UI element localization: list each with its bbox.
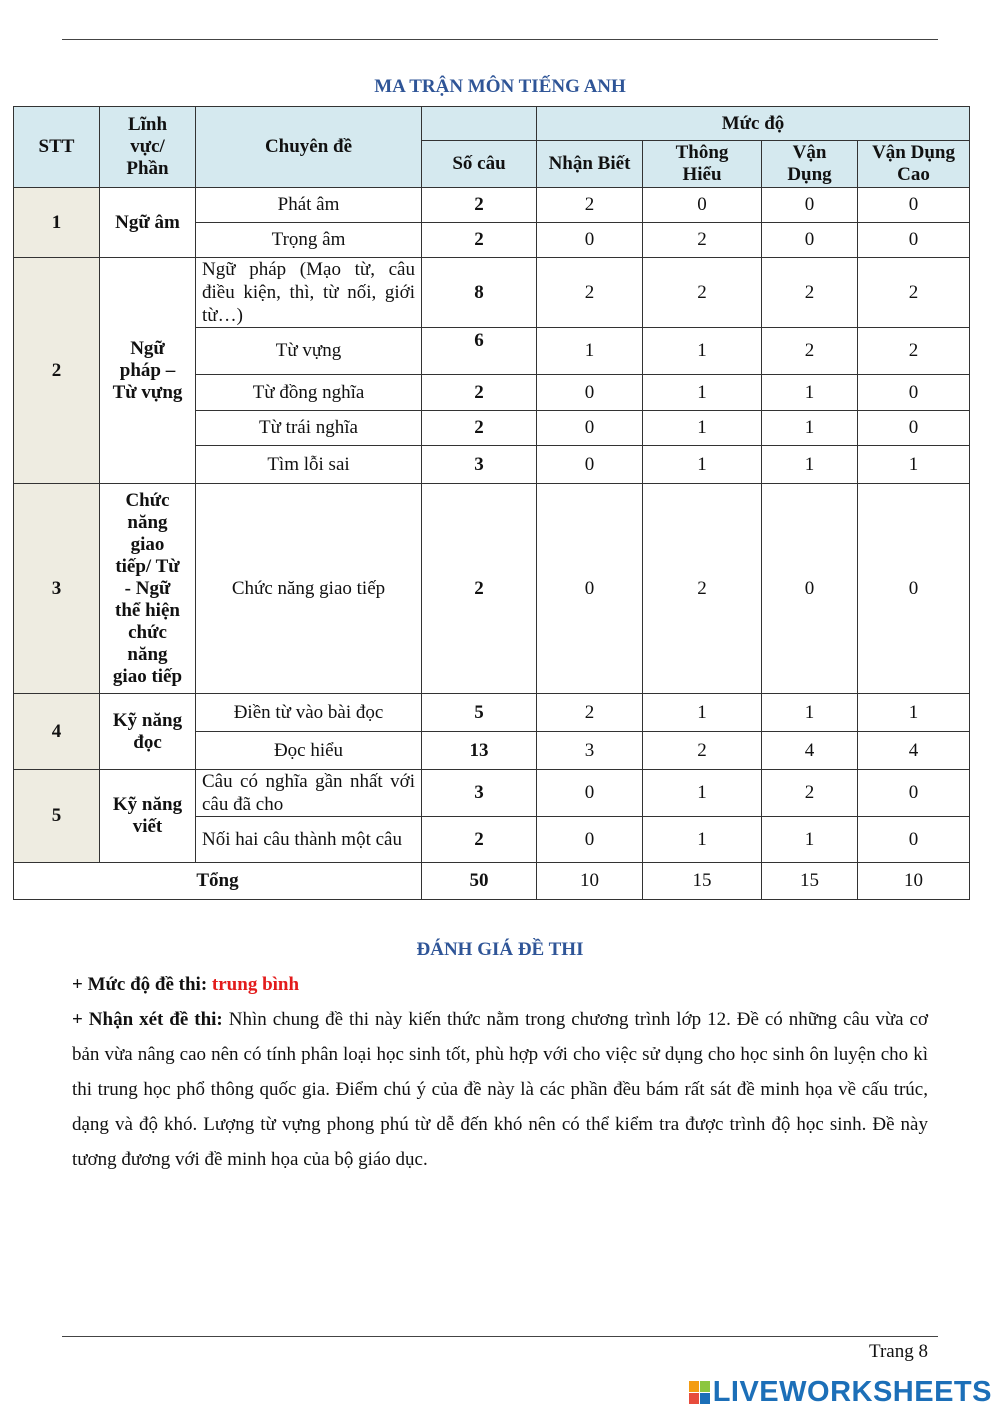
stt-cell: 4	[14, 694, 100, 770]
header-level	[762, 141, 858, 188]
field-line: Chức	[125, 489, 170, 511]
brand-text: LIVEWORKSHEETS	[712, 1375, 992, 1408]
evaluation-title: ĐÁNH GIÁ ĐỀ THI	[416, 939, 584, 960]
comment-paragraph	[72, 1002, 928, 1177]
header-level	[537, 141, 643, 188]
liveworksheets-logo-icon	[689, 1381, 710, 1404]
field-cell	[100, 770, 196, 863]
table-row	[14, 258, 970, 328]
level-cell: 0	[762, 223, 858, 258]
header-field-line: Lĩnh	[127, 114, 168, 135]
count-cell: 13	[422, 732, 537, 770]
level-cell: 1	[762, 411, 858, 446]
level-cell: 2	[762, 258, 858, 328]
level-cell: 1	[762, 375, 858, 411]
topic-cell: Trọng âm	[196, 223, 422, 258]
topic-cell: Từ đồng nghĩa	[196, 375, 422, 411]
level-cell: 0	[537, 770, 643, 817]
header-field	[100, 107, 196, 188]
level-cell: 0	[858, 484, 970, 694]
topic-cell: Ngữ pháp (Mạo từ, câu điều kiện, thì, từ nối, giới từ…)	[196, 258, 422, 328]
stt-cell: 3	[14, 484, 100, 694]
level-cell: 1	[762, 817, 858, 863]
header-level	[858, 141, 970, 188]
count-cell: 2	[422, 817, 537, 863]
matrix-table	[13, 106, 970, 900]
header-level-line: Cao	[897, 164, 930, 185]
top-rule	[62, 39, 938, 40]
topic-cell: Phát âm	[196, 188, 422, 223]
comment-text: Nhìn chung đề thi này kiến thức nằm trong chương trình lớp 12. Đề có những câu vừa cơ bản vừa nâng cao nên có tính phân loại học sinh tốt, phù hợp với cho việc sử dụng cho học sinh ôn luyện cho kì thi trung học phổ thông quốc gia. Điểm chú ý của đề này là các phần đều bám rất sát đề minh họa về cấu trúc, dạng và độ khó. Lượng từ vựng phong phú từ dễ đến khó nên có thể kiểm tra được trình độ học sinh. Đề này tương đương với đề minh họa của bộ giáo dục.	[72, 1009, 929, 1170]
field-line: Từ vựng	[112, 381, 183, 403]
logo-square	[700, 1381, 710, 1392]
field-line: giao tiếp	[112, 665, 183, 687]
level-cell: 2	[762, 328, 858, 375]
level-cell: 0	[858, 223, 970, 258]
level-cell: 0	[858, 188, 970, 223]
level-cell: 1	[643, 770, 762, 817]
bottom-rule	[62, 1336, 938, 1337]
header-field-line: Phần	[126, 158, 169, 179]
total-label: Tổng	[14, 863, 422, 900]
level-cell: 2	[762, 770, 858, 817]
table-row	[14, 484, 970, 694]
level-cell: 2	[643, 223, 762, 258]
level-cell: 1	[858, 446, 970, 484]
count-cell: 3	[422, 446, 537, 484]
field-line: đọc	[133, 731, 162, 753]
logo-square	[689, 1393, 699, 1404]
field-line: năng	[127, 511, 168, 533]
field-line: thể hiện	[115, 599, 180, 621]
topic-cell: Chức năng giao tiếp	[196, 484, 422, 694]
header-level-group: Mức độ	[537, 107, 970, 141]
level-cell: 1	[537, 328, 643, 375]
count-cell: 2	[422, 484, 537, 694]
field-cell	[100, 694, 196, 770]
topic-cell: Đọc hiểu	[196, 732, 422, 770]
total-level-cell: 15	[762, 863, 858, 900]
field-line: - Ngữ	[124, 577, 171, 599]
level-cell: 0	[858, 817, 970, 863]
liveworksheets-brand[interactable]	[689, 1377, 992, 1407]
field-line: viết	[132, 816, 163, 837]
field-cell	[100, 484, 196, 694]
level-cell: 1	[643, 446, 762, 484]
header-topic: Chuyên đề	[196, 107, 422, 188]
table-row	[14, 188, 970, 223]
field-line: năng	[127, 643, 168, 665]
level-cell: 0	[537, 375, 643, 411]
count-cell: 2	[422, 411, 537, 446]
stt-cell: 2	[14, 258, 100, 484]
level-cell: 1	[643, 694, 762, 732]
stt-cell: 1	[14, 188, 100, 258]
level-cell: 2	[858, 258, 970, 328]
header-level-line: Vận	[792, 142, 827, 163]
level-cell: 4	[858, 732, 970, 770]
topic-cell: Điền từ vào bài đọc	[196, 694, 422, 732]
topic-cell: Từ vựng	[196, 328, 422, 375]
level-cell: 1	[858, 694, 970, 732]
topic-cell: Nối hai câu thành một câu	[196, 817, 422, 863]
count-cell: 2	[422, 223, 537, 258]
level-cell: 0	[537, 411, 643, 446]
level-cell: 1	[643, 375, 762, 411]
level-cell: 1	[643, 817, 762, 863]
total-level-cell: 10	[858, 863, 970, 900]
level-cell: 0	[762, 484, 858, 694]
count-cell: 2	[422, 375, 537, 411]
level-cell: 0	[537, 446, 643, 484]
field-cell	[100, 188, 196, 258]
difficulty-label: + Mức độ đề thi:	[72, 974, 208, 995]
page-number: Trang 8	[869, 1341, 928, 1362]
topic-cell: Câu có nghĩa gần nhất với câu đã cho	[196, 770, 422, 817]
level-cell: 2	[537, 694, 643, 732]
total-row	[14, 863, 970, 900]
header-level-line: Vận Dụng	[872, 142, 955, 163]
field-line: Kỹ năng	[112, 709, 183, 731]
level-cell: 2	[643, 732, 762, 770]
level-cell: 1	[643, 411, 762, 446]
header-blank	[422, 107, 537, 141]
difficulty-value: trung bình	[211, 974, 300, 995]
level-cell: 3	[537, 732, 643, 770]
field-line: Ngữ	[130, 337, 165, 359]
table-row	[14, 694, 970, 732]
field-cell	[100, 258, 196, 484]
level-cell: 0	[762, 188, 858, 223]
difficulty-line	[72, 967, 928, 1002]
level-cell: 0	[858, 375, 970, 411]
total-level-cell: 10	[537, 863, 643, 900]
count-cell: 5	[422, 694, 537, 732]
level-cell: 2	[643, 258, 762, 328]
level-cell: 4	[762, 732, 858, 770]
level-cell: 0	[858, 411, 970, 446]
level-cell: 0	[858, 770, 970, 817]
level-cell: 0	[537, 223, 643, 258]
stt-cell: 5	[14, 770, 100, 863]
field-line: Ngữ âm	[115, 211, 180, 233]
logo-square	[689, 1381, 699, 1392]
header-level-line: Thông	[675, 142, 729, 163]
logo-square	[700, 1393, 710, 1404]
count-cell: 8	[422, 258, 537, 328]
level-cell: 2	[537, 258, 643, 328]
count-cell: 6	[422, 328, 537, 375]
header-field-line: vực/	[130, 136, 165, 157]
level-cell: 1	[643, 328, 762, 375]
level-cell: 1	[762, 694, 858, 732]
level-cell: 2	[643, 484, 762, 694]
level-cell: 2	[537, 188, 643, 223]
topic-cell: Tìm lỗi sai	[196, 446, 422, 484]
count-cell: 3	[422, 770, 537, 817]
header-count: Số câu	[422, 141, 537, 188]
level-cell: 2	[858, 328, 970, 375]
level-cell: 1	[762, 446, 858, 484]
field-line: pháp –	[119, 359, 176, 381]
level-cell: 0	[643, 188, 762, 223]
level-cell: 0	[537, 484, 643, 694]
field-line: tiếp/ Từ	[115, 555, 180, 577]
level-cell: 0	[537, 817, 643, 863]
total-count: 50	[422, 863, 537, 900]
field-line: chức	[128, 621, 167, 643]
total-level-cell: 15	[643, 863, 762, 900]
header-level-line: Nhận Biết	[548, 153, 631, 174]
matrix-title: MA TRẬN MÔN TIẾNG ANH	[374, 76, 626, 97]
table-row	[14, 770, 970, 817]
count-cell: 2	[422, 188, 537, 223]
header-stt: STT	[14, 107, 100, 188]
header-level-line: Dụng	[787, 164, 832, 185]
comment-label: + Nhận xét đề thi:	[72, 1009, 223, 1030]
topic-cell: Từ trái nghĩa	[196, 411, 422, 446]
header-level	[643, 141, 762, 188]
header-level-line: Hiểu	[682, 164, 722, 185]
field-line: Kỹ năng	[112, 794, 183, 815]
field-line: giao	[130, 533, 165, 555]
